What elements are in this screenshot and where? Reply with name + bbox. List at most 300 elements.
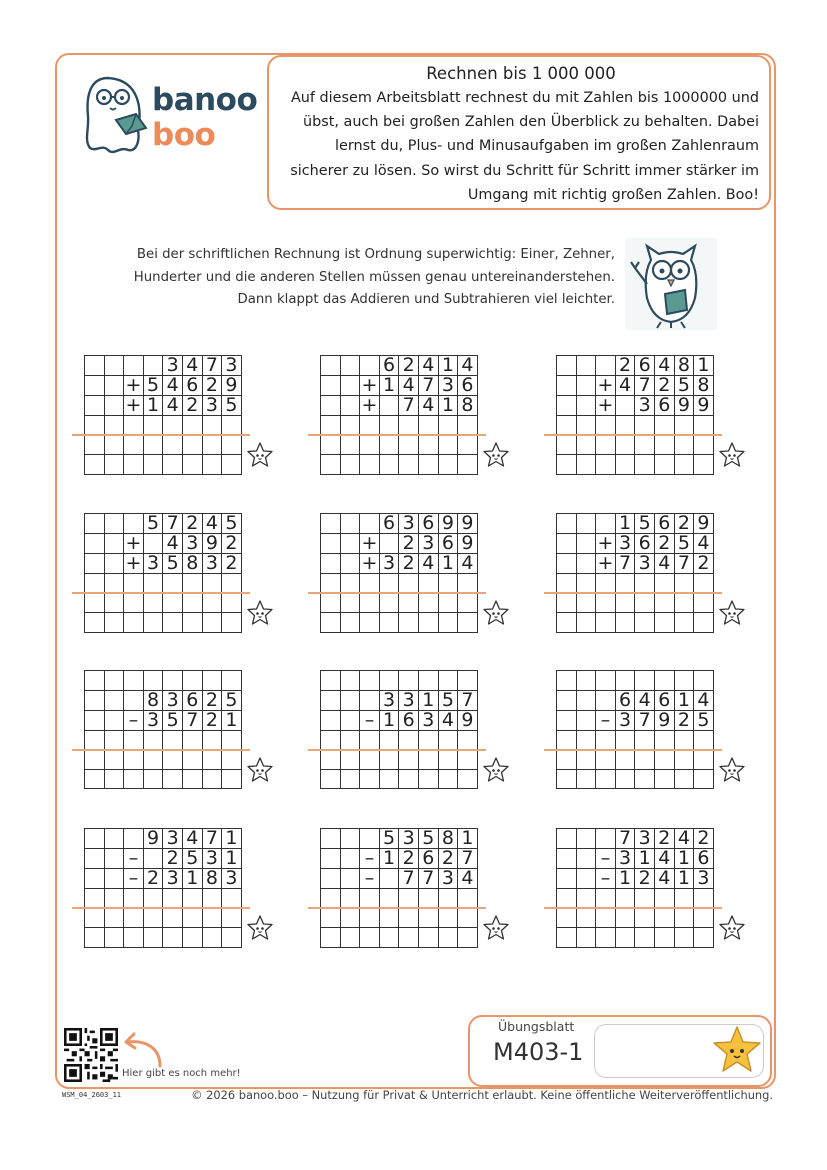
answer-cell[interactable]: [674, 593, 694, 613]
answer-cell[interactable]: [143, 613, 163, 633]
answer-cell[interactable]: [458, 928, 478, 948]
answer-cell[interactable]: [104, 593, 124, 613]
answer-cell[interactable]: [182, 769, 202, 789]
answer-cell[interactable]: [85, 750, 105, 770]
answer-cell[interactable]: [163, 574, 183, 594]
answer-cell[interactable]: [418, 613, 438, 633]
answer-cell[interactable]: [340, 730, 360, 750]
answer-cell[interactable]: [438, 613, 458, 633]
answer-cell[interactable]: [399, 730, 419, 750]
answer-cell[interactable]: [321, 928, 341, 948]
answer-cell[interactable]: [340, 574, 360, 594]
answer-cell[interactable]: [163, 889, 183, 909]
answer-cell[interactable]: [635, 908, 655, 928]
answer-cell[interactable]: [222, 593, 242, 613]
answer-cell[interactable]: [458, 455, 478, 475]
answer-cell[interactable]: [379, 455, 399, 475]
answer-cell[interactable]: [379, 889, 399, 909]
answer-cell[interactable]: [654, 769, 674, 789]
answer-cell[interactable]: [418, 455, 438, 475]
answer-cell[interactable]: [654, 889, 674, 909]
star-icon[interactable]: [482, 599, 510, 627]
answer-cell[interactable]: [458, 889, 478, 909]
answer-cell[interactable]: [85, 593, 105, 613]
answer-cell[interactable]: [418, 574, 438, 594]
answer-cell[interactable]: [321, 435, 341, 455]
answer-cell[interactable]: [438, 455, 458, 475]
answer-cell[interactable]: [379, 574, 399, 594]
answer-cell[interactable]: [182, 574, 202, 594]
answer-cell[interactable]: [143, 750, 163, 770]
answer-cell[interactable]: [182, 908, 202, 928]
answer-cell[interactable]: [694, 730, 714, 750]
answer-cell[interactable]: [222, 455, 242, 475]
answer-cell[interactable]: [379, 908, 399, 928]
answer-cell[interactable]: [202, 416, 222, 436]
answer-cell[interactable]: [694, 455, 714, 475]
star-icon[interactable]: [482, 756, 510, 784]
answer-cell[interactable]: [615, 574, 635, 594]
answer-cell[interactable]: [557, 593, 577, 613]
answer-cell[interactable]: [202, 730, 222, 750]
answer-cell[interactable]: [438, 593, 458, 613]
answer-cell[interactable]: [576, 574, 596, 594]
answer-cell[interactable]: [340, 928, 360, 948]
answer-cell[interactable]: [202, 908, 222, 928]
answer-cell[interactable]: [163, 928, 183, 948]
answer-cell[interactable]: [674, 574, 694, 594]
answer-cell[interactable]: [576, 593, 596, 613]
star-icon[interactable]: [246, 441, 274, 469]
answer-cell[interactable]: [321, 769, 341, 789]
answer-cell[interactable]: [222, 416, 242, 436]
answer-cell[interactable]: [418, 416, 438, 436]
answer-cell[interactable]: [360, 889, 380, 909]
star-icon[interactable]: [482, 914, 510, 942]
answer-cell[interactable]: [399, 750, 419, 770]
answer-cell[interactable]: [635, 574, 655, 594]
answer-cell[interactable]: [182, 889, 202, 909]
answer-cell[interactable]: [635, 613, 655, 633]
answer-cell[interactable]: [202, 574, 222, 594]
answer-cell[interactable]: [557, 416, 577, 436]
answer-cell[interactable]: [163, 416, 183, 436]
answer-cell[interactable]: [557, 613, 577, 633]
answer-cell[interactable]: [124, 730, 144, 750]
answer-cell[interactable]: [418, 889, 438, 909]
answer-cell[interactable]: [557, 574, 577, 594]
answer-cell[interactable]: [596, 769, 616, 789]
answer-cell[interactable]: [124, 908, 144, 928]
answer-cell[interactable]: [104, 435, 124, 455]
answer-cell[interactable]: [694, 416, 714, 436]
answer-cell[interactable]: [163, 455, 183, 475]
answer-cell[interactable]: [85, 455, 105, 475]
answer-cell[interactable]: [635, 730, 655, 750]
answer-cell[interactable]: [399, 574, 419, 594]
answer-cell[interactable]: [340, 908, 360, 928]
answer-cell[interactable]: [182, 750, 202, 770]
answer-cell[interactable]: [202, 455, 222, 475]
answer-cell[interactable]: [360, 435, 380, 455]
answer-cell[interactable]: [222, 435, 242, 455]
answer-cell[interactable]: [202, 889, 222, 909]
answer-cell[interactable]: [124, 889, 144, 909]
answer-cell[interactable]: [124, 574, 144, 594]
answer-cell[interactable]: [596, 730, 616, 750]
answer-cell[interactable]: [438, 908, 458, 928]
answer-cell[interactable]: [222, 908, 242, 928]
answer-cell[interactable]: [104, 908, 124, 928]
answer-cell[interactable]: [615, 593, 635, 613]
answer-cell[interactable]: [576, 435, 596, 455]
star-icon[interactable]: [718, 441, 746, 469]
answer-cell[interactable]: [557, 889, 577, 909]
answer-cell[interactable]: [557, 435, 577, 455]
answer-cell[interactable]: [458, 574, 478, 594]
answer-cell[interactable]: [379, 435, 399, 455]
answer-cell[interactable]: [85, 769, 105, 789]
answer-cell[interactable]: [85, 613, 105, 633]
answer-cell[interactable]: [360, 750, 380, 770]
answer-cell[interactable]: [85, 730, 105, 750]
star-icon[interactable]: [718, 756, 746, 784]
answer-cell[interactable]: [222, 928, 242, 948]
answer-cell[interactable]: [124, 613, 144, 633]
answer-cell[interactable]: [458, 613, 478, 633]
answer-cell[interactable]: [674, 730, 694, 750]
answer-cell[interactable]: [360, 593, 380, 613]
answer-cell[interactable]: [635, 889, 655, 909]
answer-cell[interactable]: [674, 908, 694, 928]
answer-cell[interactable]: [143, 435, 163, 455]
answer-cell[interactable]: [222, 574, 242, 594]
answer-cell[interactable]: [674, 613, 694, 633]
answer-cell[interactable]: [694, 750, 714, 770]
answer-cell[interactable]: [615, 908, 635, 928]
answer-cell[interactable]: [124, 435, 144, 455]
answer-cell[interactable]: [438, 730, 458, 750]
star-icon[interactable]: [718, 914, 746, 942]
answer-cell[interactable]: [85, 416, 105, 436]
answer-cell[interactable]: [694, 928, 714, 948]
answer-cell[interactable]: [694, 889, 714, 909]
answer-cell[interactable]: [596, 928, 616, 948]
answer-cell[interactable]: [163, 908, 183, 928]
answer-cell[interactable]: [202, 435, 222, 455]
answer-cell[interactable]: [104, 730, 124, 750]
answer-cell[interactable]: [163, 769, 183, 789]
answer-cell[interactable]: [654, 416, 674, 436]
answer-cell[interactable]: [321, 750, 341, 770]
answer-cell[interactable]: [438, 769, 458, 789]
answer-cell[interactable]: [694, 574, 714, 594]
answer-cell[interactable]: [163, 593, 183, 613]
answer-cell[interactable]: [694, 769, 714, 789]
answer-cell[interactable]: [104, 574, 124, 594]
answer-cell[interactable]: [85, 928, 105, 948]
answer-cell[interactable]: [438, 928, 458, 948]
answer-cell[interactable]: [143, 889, 163, 909]
answer-cell[interactable]: [182, 730, 202, 750]
answer-cell[interactable]: [694, 593, 714, 613]
answer-cell[interactable]: [143, 455, 163, 475]
answer-cell[interactable]: [143, 730, 163, 750]
answer-cell[interactable]: [615, 455, 635, 475]
answer-cell[interactable]: [654, 928, 674, 948]
answer-cell[interactable]: [596, 574, 616, 594]
answer-cell[interactable]: [654, 730, 674, 750]
answer-cell[interactable]: [143, 908, 163, 928]
answer-cell[interactable]: [399, 769, 419, 789]
answer-cell[interactable]: [104, 613, 124, 633]
answer-cell[interactable]: [674, 769, 694, 789]
answer-cell[interactable]: [458, 416, 478, 436]
answer-cell[interactable]: [340, 769, 360, 789]
answer-cell[interactable]: [182, 455, 202, 475]
answer-cell[interactable]: [85, 908, 105, 928]
answer-cell[interactable]: [418, 435, 438, 455]
answer-cell[interactable]: [418, 908, 438, 928]
answer-cell[interactable]: [222, 730, 242, 750]
answer-cell[interactable]: [399, 593, 419, 613]
answer-cell[interactable]: [557, 455, 577, 475]
answer-cell[interactable]: [182, 613, 202, 633]
answer-cell[interactable]: [596, 908, 616, 928]
answer-cell[interactable]: [360, 908, 380, 928]
answer-cell[interactable]: [321, 455, 341, 475]
answer-cell[interactable]: [222, 750, 242, 770]
answer-cell[interactable]: [124, 769, 144, 789]
answer-cell[interactable]: [163, 613, 183, 633]
answer-cell[interactable]: [104, 455, 124, 475]
answer-cell[interactable]: [124, 416, 144, 436]
answer-cell[interactable]: [674, 416, 694, 436]
answer-cell[interactable]: [654, 750, 674, 770]
answer-cell[interactable]: [458, 435, 478, 455]
answer-cell[interactable]: [321, 574, 341, 594]
answer-cell[interactable]: [182, 416, 202, 436]
answer-cell[interactable]: [635, 750, 655, 770]
answer-cell[interactable]: [615, 928, 635, 948]
answer-cell[interactable]: [143, 593, 163, 613]
answer-cell[interactable]: [458, 769, 478, 789]
answer-cell[interactable]: [654, 908, 674, 928]
answer-cell[interactable]: [674, 928, 694, 948]
answer-cell[interactable]: [399, 435, 419, 455]
answer-cell[interactable]: [635, 769, 655, 789]
answer-cell[interactable]: [615, 730, 635, 750]
answer-cell[interactable]: [458, 750, 478, 770]
answer-cell[interactable]: [438, 889, 458, 909]
answer-cell[interactable]: [596, 613, 616, 633]
answer-cell[interactable]: [399, 928, 419, 948]
answer-cell[interactable]: [635, 435, 655, 455]
answer-cell[interactable]: [576, 613, 596, 633]
answer-cell[interactable]: [202, 750, 222, 770]
answer-cell[interactable]: [576, 455, 596, 475]
answer-cell[interactable]: [615, 435, 635, 455]
answer-cell[interactable]: [202, 613, 222, 633]
answer-cell[interactable]: [379, 750, 399, 770]
answer-cell[interactable]: [596, 416, 616, 436]
answer-cell[interactable]: [576, 750, 596, 770]
answer-cell[interactable]: [654, 574, 674, 594]
answer-cell[interactable]: [85, 435, 105, 455]
answer-cell[interactable]: [576, 416, 596, 436]
answer-cell[interactable]: [596, 455, 616, 475]
answer-cell[interactable]: [321, 908, 341, 928]
answer-cell[interactable]: [85, 889, 105, 909]
answer-cell[interactable]: [615, 416, 635, 436]
answer-cell[interactable]: [557, 769, 577, 789]
answer-cell[interactable]: [596, 435, 616, 455]
answer-cell[interactable]: [596, 889, 616, 909]
answer-cell[interactable]: [576, 730, 596, 750]
answer-cell[interactable]: [674, 750, 694, 770]
answer-cell[interactable]: [360, 416, 380, 436]
answer-cell[interactable]: [124, 750, 144, 770]
answer-cell[interactable]: [399, 455, 419, 475]
answer-cell[interactable]: [104, 928, 124, 948]
answer-cell[interactable]: [143, 574, 163, 594]
answer-cell[interactable]: [418, 928, 438, 948]
answer-cell[interactable]: [104, 750, 124, 770]
answer-cell[interactable]: [340, 435, 360, 455]
answer-cell[interactable]: [674, 435, 694, 455]
answer-cell[interactable]: [85, 574, 105, 594]
answer-cell[interactable]: [654, 593, 674, 613]
answer-cell[interactable]: [615, 889, 635, 909]
answer-cell[interactable]: [694, 908, 714, 928]
answer-cell[interactable]: [360, 574, 380, 594]
star-icon[interactable]: [246, 914, 274, 942]
answer-cell[interactable]: [124, 593, 144, 613]
answer-cell[interactable]: [143, 928, 163, 948]
answer-cell[interactable]: [399, 908, 419, 928]
answer-cell[interactable]: [182, 435, 202, 455]
answer-cell[interactable]: [202, 769, 222, 789]
answer-cell[interactable]: [182, 593, 202, 613]
answer-cell[interactable]: [163, 730, 183, 750]
answer-cell[interactable]: [340, 613, 360, 633]
answer-cell[interactable]: [674, 455, 694, 475]
answer-cell[interactable]: [379, 769, 399, 789]
answer-cell[interactable]: [458, 730, 478, 750]
answer-cell[interactable]: [596, 750, 616, 770]
answer-cell[interactable]: [438, 416, 458, 436]
answer-cell[interactable]: [379, 416, 399, 436]
answer-cell[interactable]: [222, 613, 242, 633]
answer-cell[interactable]: [321, 593, 341, 613]
answer-cell[interactable]: [635, 928, 655, 948]
answer-cell[interactable]: [438, 574, 458, 594]
answer-cell[interactable]: [399, 613, 419, 633]
answer-cell[interactable]: [654, 613, 674, 633]
answer-cell[interactable]: [576, 889, 596, 909]
star-icon[interactable]: [718, 599, 746, 627]
answer-cell[interactable]: [557, 750, 577, 770]
answer-cell[interactable]: [458, 908, 478, 928]
answer-cell[interactable]: [124, 455, 144, 475]
answer-cell[interactable]: [104, 769, 124, 789]
answer-cell[interactable]: [418, 593, 438, 613]
answer-cell[interactable]: [321, 613, 341, 633]
answer-cell[interactable]: [596, 593, 616, 613]
answer-cell[interactable]: [418, 769, 438, 789]
answer-cell[interactable]: [615, 769, 635, 789]
answer-cell[interactable]: [418, 730, 438, 750]
answer-cell[interactable]: [222, 889, 242, 909]
answer-cell[interactable]: [104, 416, 124, 436]
star-icon[interactable]: [482, 441, 510, 469]
answer-cell[interactable]: [418, 750, 438, 770]
answer-cell[interactable]: [379, 613, 399, 633]
star-icon[interactable]: [246, 599, 274, 627]
star-icon[interactable]: [246, 756, 274, 784]
answer-cell[interactable]: [360, 769, 380, 789]
answer-cell[interactable]: [124, 928, 144, 948]
qr-code-icon[interactable]: [64, 1028, 118, 1082]
answer-cell[interactable]: [557, 730, 577, 750]
answer-cell[interactable]: [576, 769, 596, 789]
answer-cell[interactable]: [379, 593, 399, 613]
answer-cell[interactable]: [340, 593, 360, 613]
answer-cell[interactable]: [143, 416, 163, 436]
answer-cell[interactable]: [438, 435, 458, 455]
answer-cell[interactable]: [557, 908, 577, 928]
answer-cell[interactable]: [143, 769, 163, 789]
answer-cell[interactable]: [458, 593, 478, 613]
answer-cell[interactable]: [615, 750, 635, 770]
answer-cell[interactable]: [163, 435, 183, 455]
answer-cell[interactable]: [635, 455, 655, 475]
answer-cell[interactable]: [340, 416, 360, 436]
answer-cell[interactable]: [635, 416, 655, 436]
answer-cell[interactable]: [360, 928, 380, 948]
answer-cell[interactable]: [104, 889, 124, 909]
answer-cell[interactable]: [557, 928, 577, 948]
answer-cell[interactable]: [321, 889, 341, 909]
answer-cell[interactable]: [202, 928, 222, 948]
answer-cell[interactable]: [694, 613, 714, 633]
answer-cell[interactable]: [379, 928, 399, 948]
answer-cell[interactable]: [674, 889, 694, 909]
answer-cell[interactable]: [222, 769, 242, 789]
answer-cell[interactable]: [399, 416, 419, 436]
answer-cell[interactable]: [321, 416, 341, 436]
answer-cell[interactable]: [340, 750, 360, 770]
answer-cell[interactable]: [694, 435, 714, 455]
answer-cell[interactable]: [340, 889, 360, 909]
answer-cell[interactable]: [654, 435, 674, 455]
answer-cell[interactable]: [360, 613, 380, 633]
answer-cell[interactable]: [163, 750, 183, 770]
answer-cell[interactable]: [576, 928, 596, 948]
answer-cell[interactable]: [379, 730, 399, 750]
answer-cell[interactable]: [340, 455, 360, 475]
answer-cell[interactable]: [321, 730, 341, 750]
answer-cell[interactable]: [635, 593, 655, 613]
answer-cell[interactable]: [615, 613, 635, 633]
answer-cell[interactable]: [576, 908, 596, 928]
answer-cell[interactable]: [438, 750, 458, 770]
answer-cell[interactable]: [360, 455, 380, 475]
answer-cell[interactable]: [654, 455, 674, 475]
answer-cell[interactable]: [202, 593, 222, 613]
answer-cell[interactable]: [182, 928, 202, 948]
answer-cell[interactable]: [399, 889, 419, 909]
